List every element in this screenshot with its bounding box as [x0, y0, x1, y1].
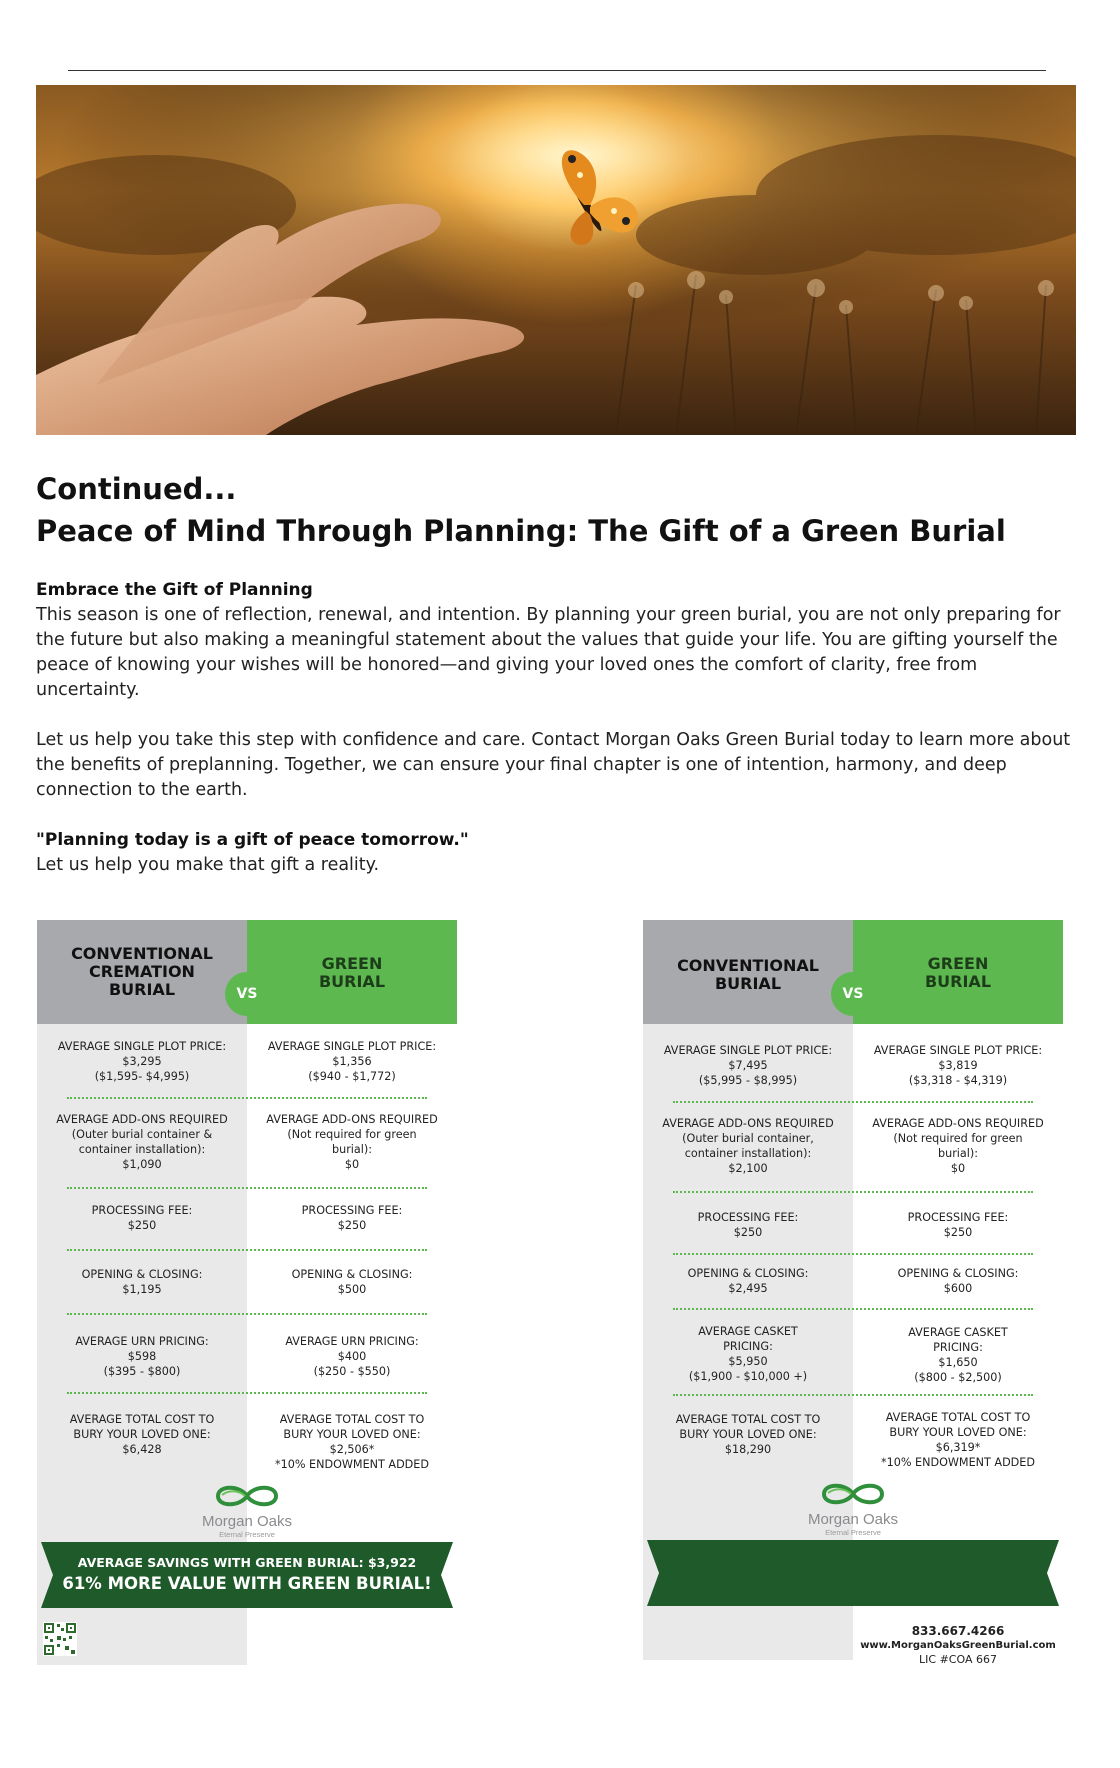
top-rule — [68, 70, 1046, 71]
empty-banner — [647, 1540, 1059, 1606]
row-plot-right: AVERAGE SINGLE PLOT PRICE: $3,819 ($3,318 - $4,319) — [873, 1044, 1043, 1087]
row-addons-left: AVERAGE ADD-ONS REQUIRED (Outer burial container, container installation): $2,100 — [662, 1117, 834, 1175]
row-processing-right: PROCESSING FEE: $250 — [301, 1204, 403, 1232]
article-quote: "Planning today is a gift of peace tomorrow." — [36, 830, 469, 850]
conventional-header: CONVENTIONAL BURIAL — [643, 920, 853, 1024]
row-plot-left: AVERAGE SINGLE PLOT PRICE: $7,495 ($5,995 - $8,995) — [663, 1044, 833, 1087]
logo-tagline: Eternal Preserve — [825, 1528, 881, 1537]
cremation-comparison-card — [37, 920, 457, 1665]
banner-value-text: 61% MORE VALUE WITH GREEN BURIAL! — [62, 1574, 432, 1593]
row-urn-left: AVERAGE URN PRICING: $598 ($395 - $800) — [75, 1335, 209, 1378]
row-processing-right: PROCESSING FEE: $250 — [907, 1211, 1009, 1239]
row-opening-right: OPENING & CLOSING: $600 — [897, 1267, 1019, 1295]
row-divider — [67, 1249, 427, 1251]
row-addons-right: AVERAGE ADD-ONS REQUIRED (Not required for green burial): $0 — [266, 1113, 438, 1171]
article — [36, 468, 1076, 878]
logo-tagline: Eternal Preserve — [219, 1530, 275, 1539]
article-paragraph-1: This season is one of reflection, renewal, and intention. By planning your green burial, you are not only preparing for the future but also making a meaningful statement about the values that guide your life. You are gifting yourself the peace of knowing your wishes will be honored—and giving your loved ones the comfort of clarity, free from uncertainty. — [36, 605, 1061, 700]
banner-savings-text: AVERAGE SAVINGS WITH GREEN BURIAL: $3,922 — [77, 1555, 417, 1570]
row-total-left: AVERAGE TOTAL COST TO BURY YOUR LOVED ONE: $18,290 — [675, 1413, 821, 1456]
contact-info — [853, 1623, 1063, 1667]
article-headline: Peace of Mind Through Planning: The Gift of a Green Burial — [36, 514, 1006, 548]
hero-illustration — [36, 85, 1076, 435]
row-plot-right: AVERAGE SINGLE PLOT PRICE: $1,356 ($940 - $1,772) — [267, 1040, 437, 1083]
infinity-leaf-icon — [818, 1481, 888, 1507]
row-casket-left: AVERAGE CASKET PRICING: $5,950 ($1,900 - $10,000 +) — [688, 1325, 808, 1383]
row-total-right: AVERAGE TOTAL COST TO BURY YOUR LOVED ONE: $6,319* *10% ENDOWMENT ADDED — [881, 1411, 1035, 1469]
conventional-comparison-card — [643, 920, 1063, 1665]
green-header: GREEN BURIAL — [247, 920, 457, 1024]
row-divider — [673, 1394, 1033, 1396]
logo-name: Morgan Oaks — [201, 1513, 293, 1530]
row-opening-left: OPENING & CLOSING: $2,495 — [687, 1267, 809, 1295]
infinity-leaf-icon — [212, 1483, 282, 1509]
article-paragraph-2: Let us help you take this step with confidence and care. Contact Morgan Oaks Green Burial today to learn more about the benefits of preplanning. Together, we can ensure your final chapter is one of intention, harmony, and deep connection to the earth. — [36, 730, 1071, 800]
conventional-header: CONVENTIONAL CREMATION BURIAL — [37, 920, 247, 1024]
row-opening-left: OPENING & CLOSING: $1,195 — [81, 1268, 203, 1296]
green-header: GREEN BURIAL — [853, 920, 1063, 1024]
vs-badge: VS — [225, 972, 269, 1016]
phone-number[interactable]: 833.667.4266 — [911, 1624, 1005, 1638]
row-divider — [67, 1392, 427, 1394]
row-opening-right: OPENING & CLOSING: $500 — [291, 1268, 413, 1296]
savings-banner — [41, 1542, 453, 1608]
article-closing: Let us help you make that gift a reality. — [36, 855, 380, 875]
qr-code-icon[interactable] — [43, 1622, 77, 1656]
row-divider — [673, 1308, 1033, 1310]
row-casket-right: AVERAGE CASKET PRICING: $1,650 ($800 - $2,500) — [908, 1326, 1008, 1384]
row-divider — [673, 1253, 1033, 1255]
article-subhead: Embrace the Gift of Planning — [36, 580, 313, 600]
row-divider — [67, 1313, 427, 1315]
row-addons-right: AVERAGE ADD-ONS REQUIRED (Not required for green burial): $0 — [872, 1117, 1044, 1175]
row-total-right: AVERAGE TOTAL COST TO BURY YOUR LOVED ONE: $2,506* *10% ENDOWMENT ADDED — [275, 1413, 429, 1471]
row-divider — [67, 1187, 427, 1189]
row-urn-right: AVERAGE URN PRICING: $400 ($250 - $550) — [285, 1335, 419, 1378]
banner-ribbon — [647, 1540, 1059, 1606]
row-divider — [67, 1097, 427, 1099]
row-processing-left: PROCESSING FEE: $250 — [91, 1204, 193, 1232]
row-addons-left: AVERAGE ADD-ONS REQUIRED (Outer burial container & container installation): $1,090 — [56, 1113, 228, 1171]
hero-image — [36, 85, 1076, 435]
row-divider — [673, 1101, 1033, 1103]
license-number: LIC #COA 667 — [919, 1653, 997, 1666]
website-link[interactable]: www.MorganOaksGreenBurial.com — [860, 1640, 1056, 1651]
morgan-oaks-logo — [187, 1483, 307, 1539]
row-total-left: AVERAGE TOTAL COST TO BURY YOUR LOVED ONE: $6,428 — [69, 1413, 215, 1456]
vs-badge: VS — [831, 972, 875, 1016]
row-divider — [673, 1191, 1033, 1193]
article-kicker: Continued... — [36, 472, 237, 506]
row-plot-left: AVERAGE SINGLE PLOT PRICE: $3,295 ($1,595- $4,995) — [57, 1040, 227, 1083]
logo-name: Morgan Oaks — [807, 1511, 899, 1528]
morgan-oaks-logo — [793, 1481, 913, 1537]
row-processing-left: PROCESSING FEE: $250 — [697, 1211, 799, 1239]
